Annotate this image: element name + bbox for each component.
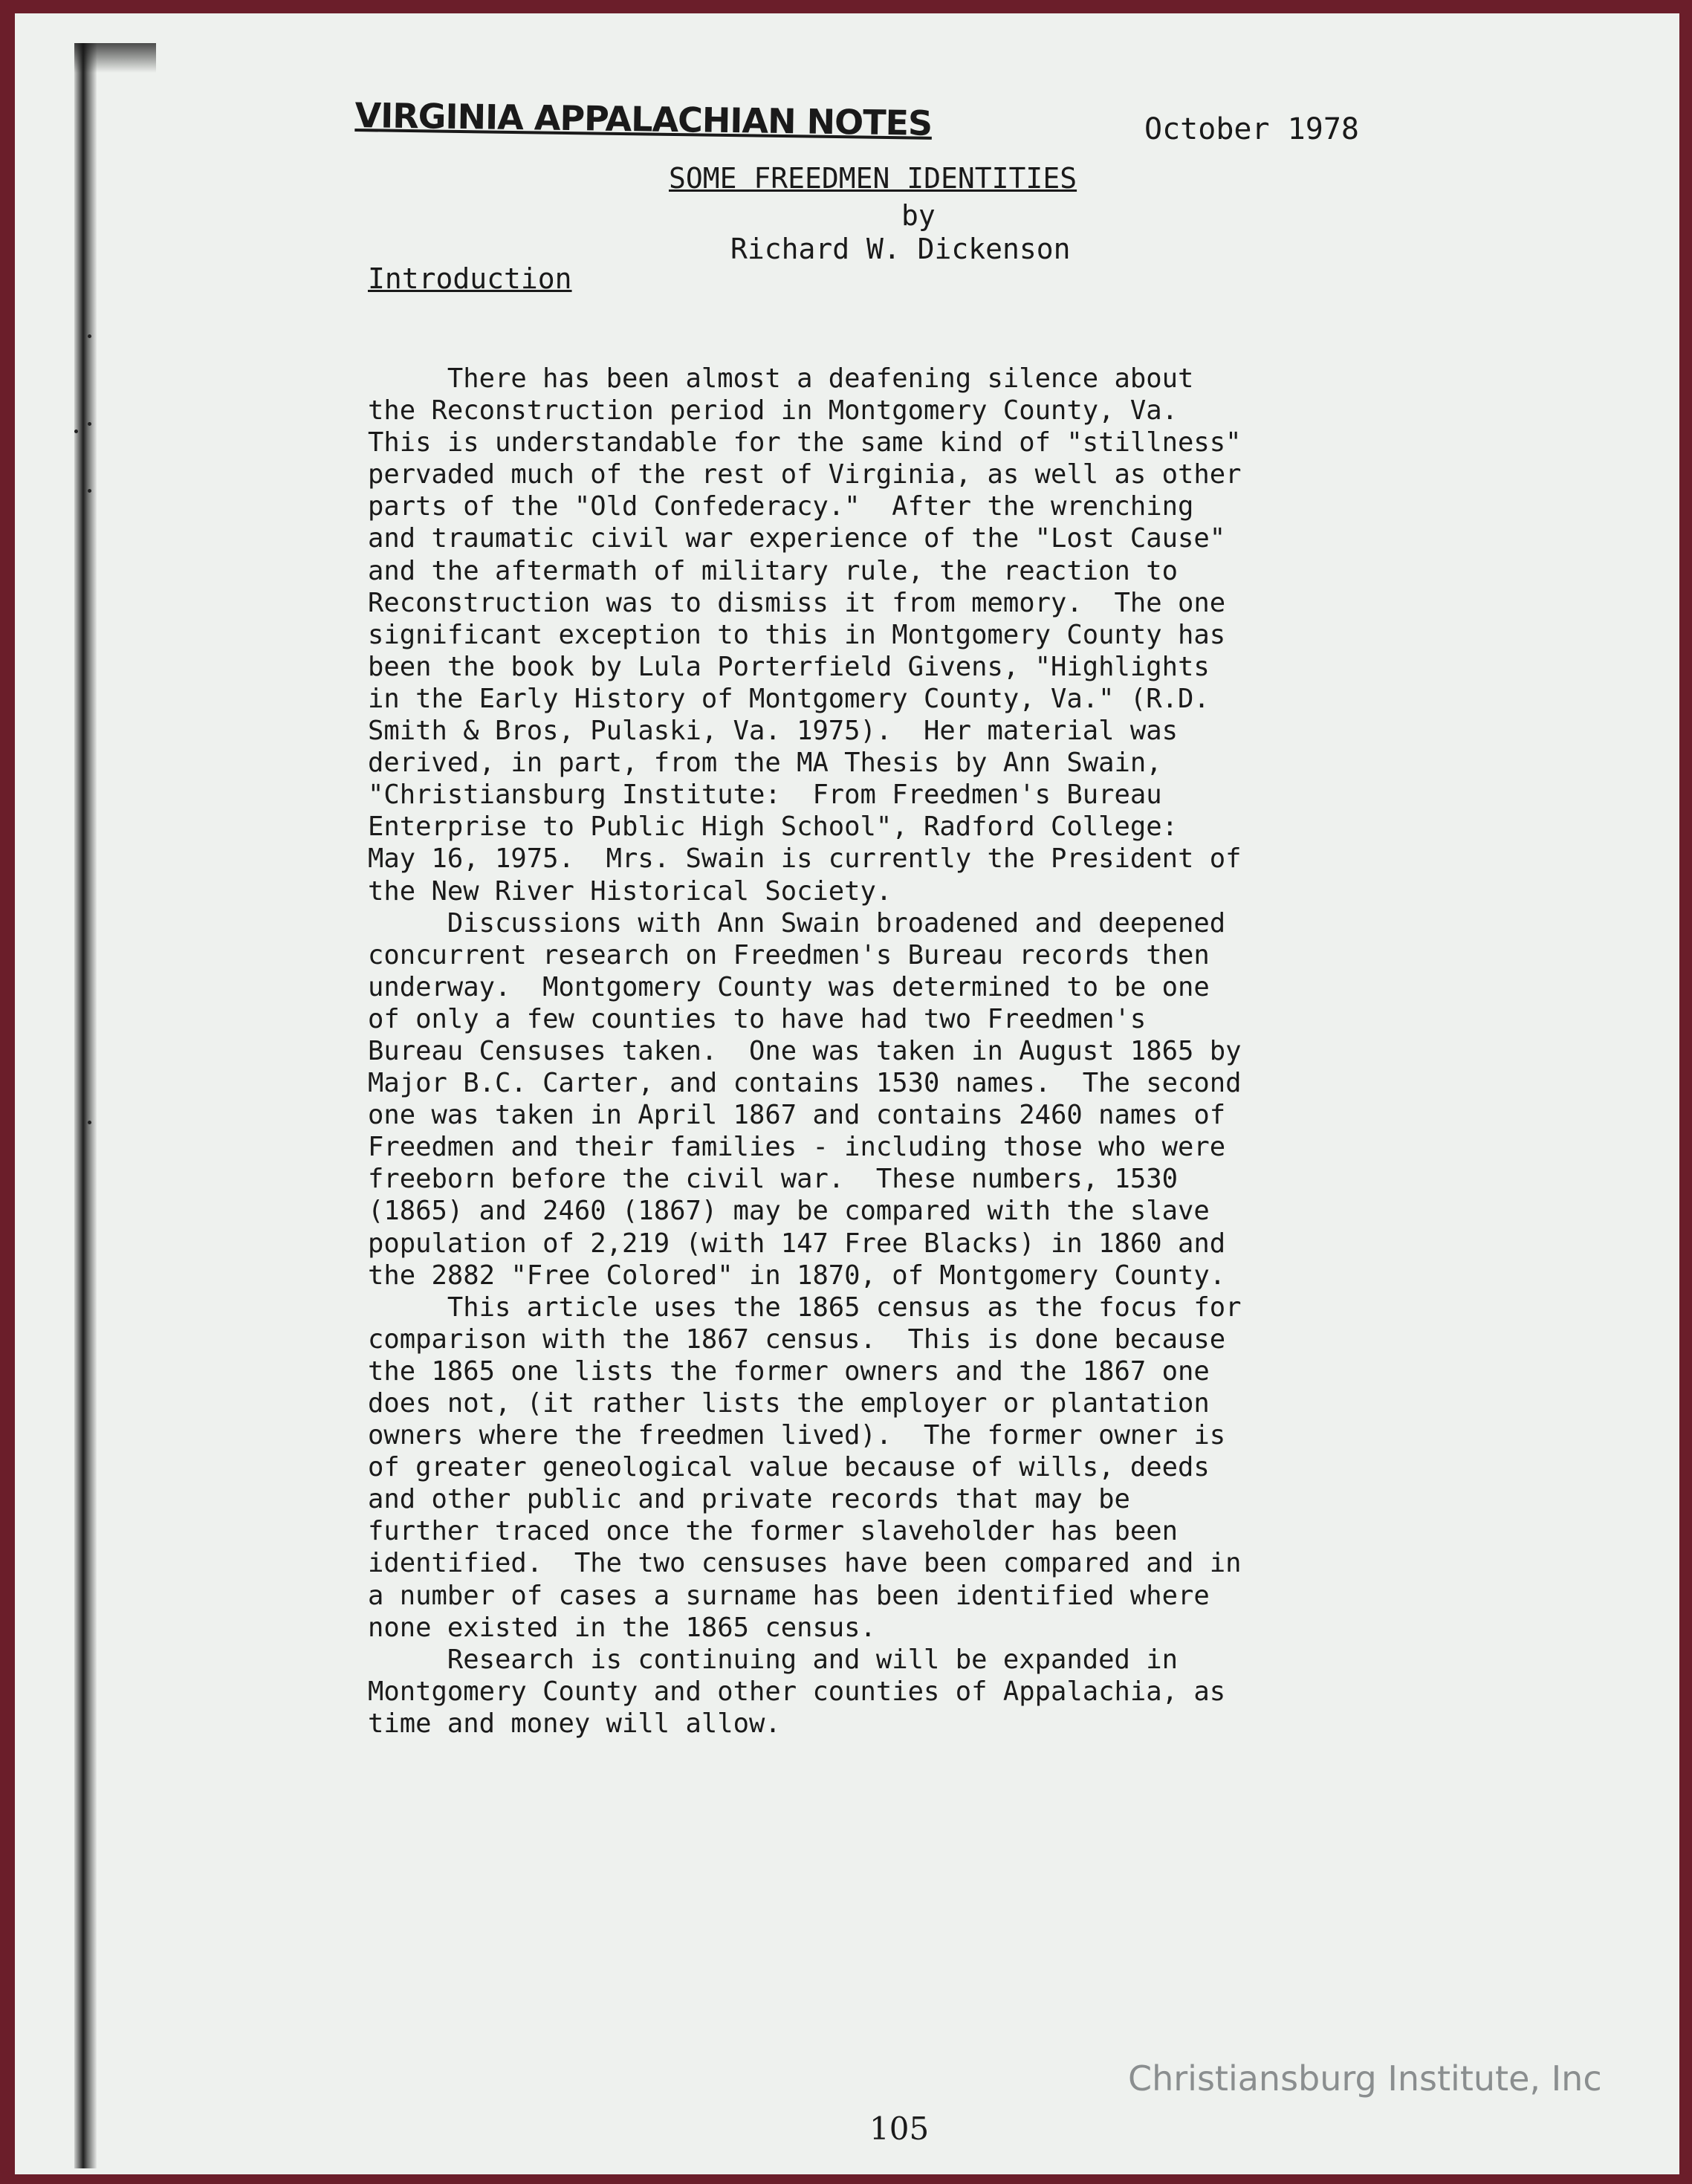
body-line: none existed in the 1865 census.	[368, 1612, 876, 1643]
body-line: There has been almost a deafening silence about	[368, 363, 1194, 394]
binding-shadow	[74, 43, 97, 2168]
body-line: time and money will allow.	[368, 1708, 781, 1739]
body-line: further traced once the former slaveholder has been	[368, 1516, 1179, 1547]
issue-date: October 1978	[1144, 112, 1359, 146]
binding-shadow-top	[74, 43, 156, 73]
body-line: Major B.C. Carter, and contains 1530 names. The second	[368, 1068, 1242, 1099]
margin-mark	[88, 1121, 91, 1124]
body-line: "Christiansburg Institute: From Freedmen's Bureau	[368, 780, 1162, 811]
body-line: Enterprise to Public High School", Radford College:	[368, 811, 1179, 843]
body-line: the 2882 "Free Colored" in 1870, of Montgomery County.	[368, 1260, 1226, 1291]
body-line: freeborn before the civil war. These numbers, 1530	[368, 1164, 1179, 1195]
article-title: SOME FREEDMEN IDENTITIES	[669, 162, 1077, 195]
body-line: derived, in part, from the MA Thesis by Ann Swain,	[368, 748, 1162, 779]
body-line: (1865) and 2460 (1867) may be compared with the slave	[368, 1196, 1210, 1227]
body-text	[368, 363, 1482, 1740]
body-line: the 1865 one lists the former owners and the 1867 one	[368, 1355, 1210, 1387]
body-line: Montgomery County and other counties of Appalachia, as	[368, 1676, 1226, 1707]
body-line: Discussions with Ann Swain broadened and deepened	[368, 907, 1226, 939]
body-line: the New River Historical Society.	[368, 875, 892, 907]
masthead: VIRGINIA APPALACHIAN NOTES	[354, 95, 933, 143]
body-line: in the Early History of Montgomery County, Va." (R.D.	[368, 683, 1210, 714]
body-line: Smith & Bros, Pulaski, Va. 1975). Her material was	[368, 716, 1179, 747]
body-line: one was taken in April 1867 and contains 2460 names of	[368, 1100, 1226, 1131]
document-page	[15, 13, 1679, 2174]
margin-mark	[88, 334, 91, 338]
margin-mark	[88, 422, 91, 426]
watermark: Christiansburg Institute, Inc	[1128, 2058, 1602, 2099]
margin-mark	[74, 430, 78, 433]
body-line: a number of cases a surname has been identified where	[368, 1580, 1210, 1611]
body-line: identified. The two censuses have been compared and in	[368, 1548, 1242, 1579]
body-line: Research is continuing and will be expanded in	[368, 1644, 1179, 1675]
body-line: parts of the "Old Confederacy." After the wrenching	[368, 491, 1194, 522]
body-line: Freedmen and their families - including those who were	[368, 1132, 1226, 1163]
body-line: does not, (it rather lists the employer or plantation	[368, 1388, 1210, 1419]
body-line: and other public and private records that may be	[368, 1484, 1130, 1515]
body-line: comparison with the 1867 census. This is done because	[368, 1323, 1226, 1355]
body-line: of only a few counties to have had two Freedmen's	[368, 1003, 1147, 1034]
byline-by: by	[901, 199, 936, 232]
body-line: of greater geneological value because of wills, deeds	[368, 1452, 1210, 1483]
body-line: and traumatic civil war experience of the "Lost Cause"	[368, 523, 1226, 554]
body-line: Bureau Censuses taken. One was taken in August 1865 by	[368, 1035, 1242, 1066]
body-line: pervaded much of the rest of Virginia, as well as other	[368, 459, 1242, 490]
body-line: been the book by Lula Porterfield Givens, "Highlights	[368, 651, 1210, 682]
body-line: significant exception to this in Montgomery County has	[368, 619, 1226, 650]
section-heading: Introduction	[368, 262, 572, 295]
margin-mark	[88, 489, 91, 493]
body-line: underway. Montgomery County was determined to be one	[368, 971, 1210, 1002]
body-line: May 16, 1975. Mrs. Swain is currently the President of	[368, 843, 1242, 875]
body-line: This is understandable for the same kind of "stillness"	[368, 427, 1242, 458]
body-line: and the aftermath of military rule, the reaction to	[368, 555, 1179, 586]
page-number: 105	[869, 2110, 930, 2147]
body-line: the Reconstruction period in Montgomery County, Va.	[368, 395, 1179, 427]
body-line: This article uses the 1865 census as the focus for	[368, 1292, 1242, 1323]
body-line: owners where the freedmen lived). The former owner is	[368, 1420, 1226, 1451]
body-line: population of 2,219 (with 147 Free Blacks) in 1860 and	[368, 1228, 1226, 1259]
byline-author: Richard W. Dickenson	[730, 233, 1071, 265]
body-line: Reconstruction was to dismiss it from memory. The one	[368, 587, 1226, 618]
body-line: concurrent research on Freedmen's Bureau records then	[368, 939, 1210, 971]
